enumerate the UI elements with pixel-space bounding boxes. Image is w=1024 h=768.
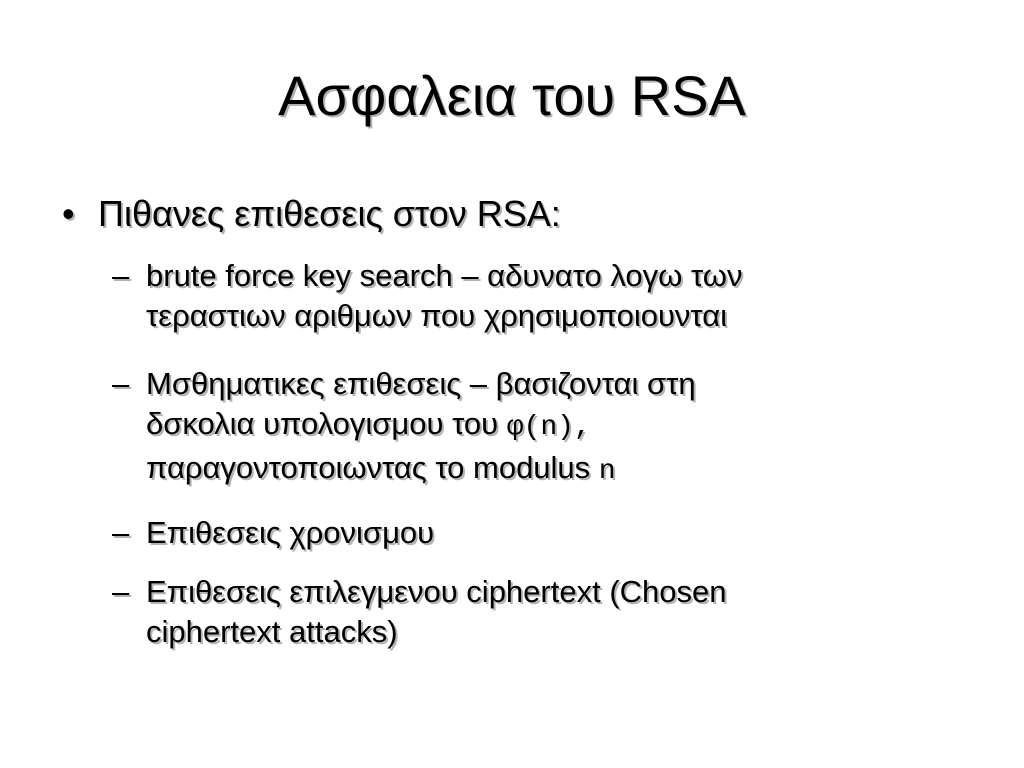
subbullet-line: Επιθεσεις χρονισμου	[146, 515, 435, 550]
subbullet-line: ciphertext attacks)	[146, 614, 398, 649]
subbullet-text	[146, 513, 922, 553]
slide-title: Ασφαλεια του RSA	[278, 64, 746, 127]
subbullet-math-attacks	[112, 364, 922, 492]
subbullet-line: Επιθεσεις επιλεγμενου ciphertext (Chosen	[146, 574, 727, 609]
line-text: δσκολια υπολογισμου του	[146, 406, 507, 441]
line-text: παραγοντοποιωντας το modulus	[146, 450, 599, 485]
bullet-marker: •	[62, 193, 75, 234]
subbullet-chosen-ciphertext	[112, 572, 922, 652]
subbullet-brute-force	[112, 256, 922, 336]
phi-n-code: φ(n)	[506, 412, 574, 443]
modulus-n-code: n	[598, 456, 616, 487]
subbullet-timing-attacks	[112, 513, 922, 553]
comma-code: ,	[573, 412, 591, 443]
subbullet-text	[146, 256, 922, 336]
subbullet-text	[146, 364, 922, 492]
dash-marker: –	[112, 515, 130, 550]
dash-marker: –	[112, 574, 130, 609]
subbullet-line: τεραστιων αριθμων που χρησιμοποιουνται	[146, 298, 728, 333]
subbullet-line: Μσθηματικες επιθεσεις – βασιζονται στη	[146, 366, 696, 401]
subbullet-line: brute force key search – αδυνατο λογω των	[146, 258, 743, 293]
subbullet-line	[146, 448, 922, 492]
subbullet-text	[146, 572, 922, 652]
dash-marker: –	[112, 366, 130, 401]
dash-marker: –	[112, 258, 130, 293]
main-bullet	[62, 190, 982, 238]
subbullet-line	[146, 404, 922, 448]
main-bullet-text: Πιθανες επιθεσεις στον RSA:	[98, 193, 561, 234]
